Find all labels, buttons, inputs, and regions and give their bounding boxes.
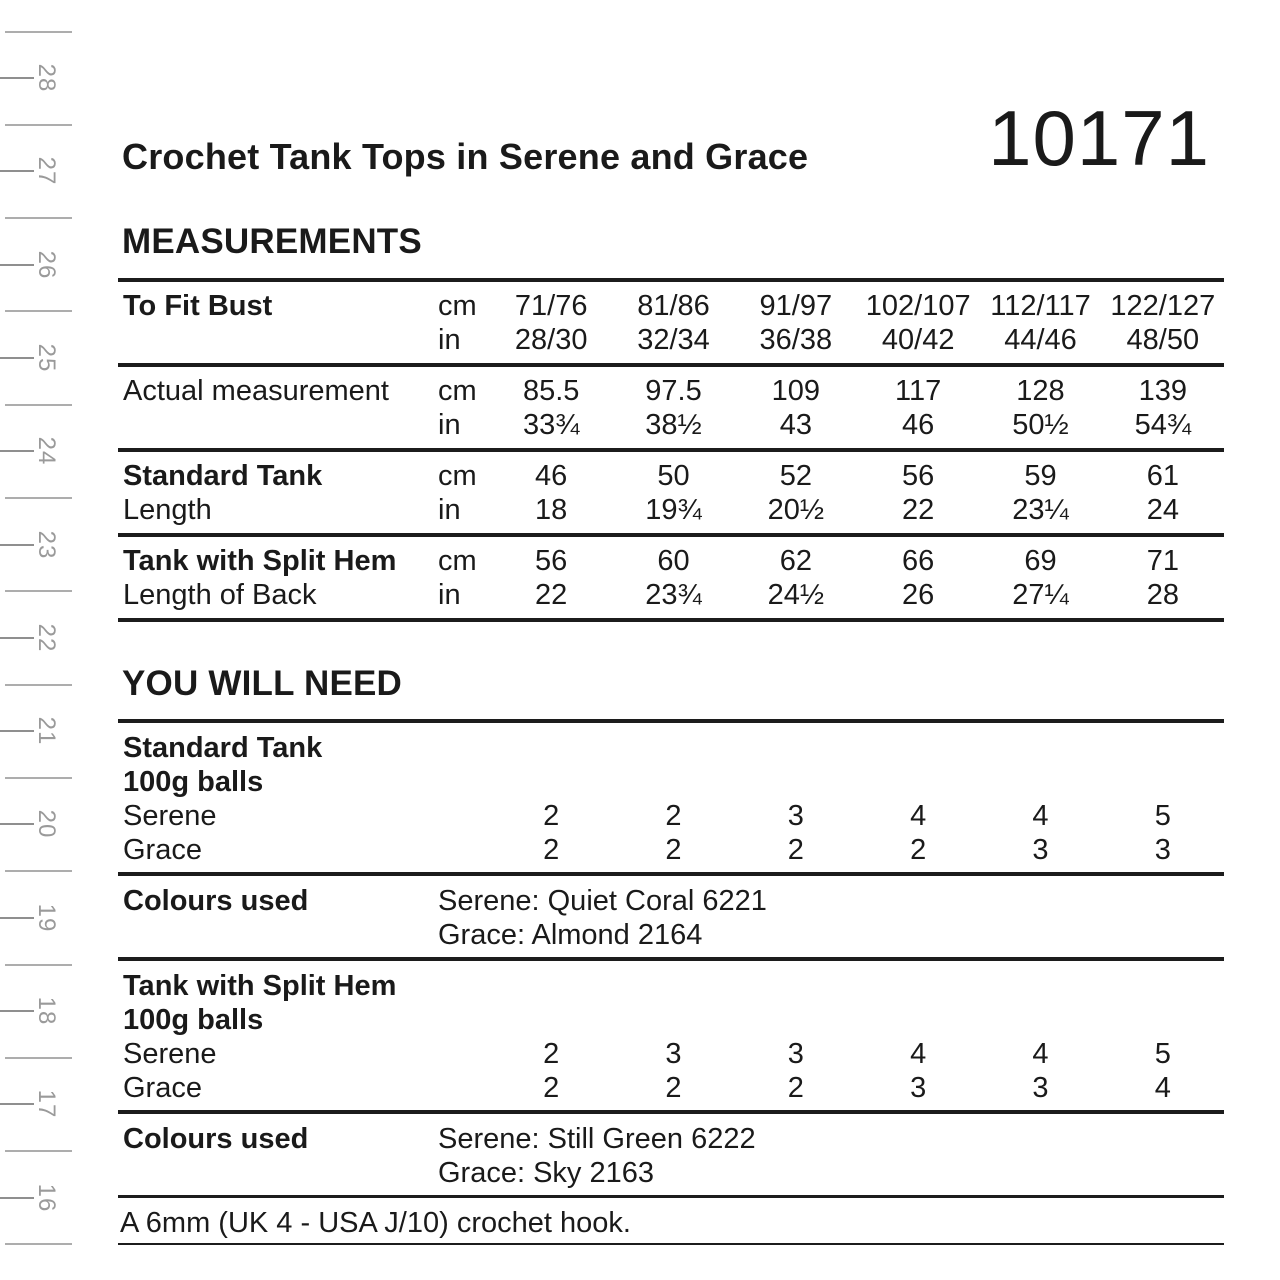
colours-used-block — [118, 876, 1224, 957]
size-value-cell — [735, 459, 857, 527]
unit-in: in — [438, 409, 461, 441]
size-value-cell — [857, 289, 979, 357]
ruler-tick-label: 25 — [33, 343, 60, 373]
yarn-ball-count: 4 — [910, 1038, 927, 1070]
row-label — [118, 459, 438, 527]
pattern-number: 10171 — [988, 94, 1210, 182]
ruler-major-tick — [0, 450, 34, 452]
value-cm: 102/107 — [865, 290, 971, 322]
ruler-tick-label: 26 — [33, 250, 60, 279]
colours-used-label: Colours used — [123, 885, 309, 917]
unit-cell — [438, 289, 490, 357]
value-cm: 71 — [1146, 545, 1179, 577]
yarn-ball-count: 2 — [543, 1038, 560, 1070]
unit-in: in — [438, 324, 461, 356]
size-value-cell — [1102, 374, 1224, 442]
value-in: 23¼ — [1012, 494, 1069, 526]
size-value-cell — [612, 374, 734, 442]
unit-cell — [438, 374, 490, 442]
value-cm: 81/86 — [637, 290, 710, 322]
ruler-major-tick — [0, 357, 34, 359]
value-cm: 52 — [779, 460, 812, 492]
value-in: 22 — [535, 579, 568, 611]
value-cm: 117 — [895, 375, 942, 407]
yarn-ball-count: 3 — [787, 800, 804, 832]
row-label-line2 — [123, 323, 438, 357]
value-cm: 50 — [657, 460, 690, 492]
ruler-tick-label: 27 — [33, 156, 60, 186]
colour-lines — [438, 884, 1224, 952]
size-value-cell — [979, 374, 1101, 442]
value-in: 54¾ — [1134, 409, 1192, 441]
yarn-ball-count: 3 — [1032, 834, 1049, 866]
value-in: 32/34 — [637, 324, 710, 356]
yarn-name: Serene — [123, 800, 217, 832]
yarn-ball-count: 2 — [665, 800, 682, 832]
row-label-line1: To Fit Bust — [123, 290, 273, 322]
ruler-major-tick — [0, 1197, 34, 1199]
value-cm: 66 — [902, 545, 935, 577]
unit-cm: cm — [438, 290, 477, 322]
value-cm: 85.5 — [522, 375, 580, 407]
value-cm: 112/117 — [990, 290, 1091, 322]
value-in: 28 — [1146, 579, 1179, 611]
ruler-tick-label: 22 — [33, 623, 60, 653]
colour-line: Grace: Almond 2164 — [438, 919, 703, 951]
yarn-ball-count: 2 — [665, 1072, 682, 1104]
yarn-ball-count: 4 — [910, 800, 927, 832]
yarn-unit-spacer — [438, 1071, 490, 1105]
ruler-major-tick — [0, 637, 34, 639]
unit-cm: cm — [438, 460, 477, 492]
content-column — [118, 222, 1224, 1245]
value-in: 46 — [902, 409, 935, 441]
value-cm: 109 — [771, 375, 821, 407]
value-cm: 71/76 — [514, 290, 588, 322]
size-value-cell — [857, 374, 979, 442]
ruler-major-tick — [0, 170, 34, 172]
ruler-minor-tick — [5, 124, 72, 126]
yarn-row — [118, 833, 1224, 867]
measurement-row — [118, 282, 1224, 363]
size-value-cell — [612, 459, 734, 527]
yarn-section — [118, 961, 1224, 1110]
ruler-minor-tick — [5, 217, 72, 219]
yarn-section-title: Tank with Split Hem — [123, 970, 397, 1002]
value-in: 22 — [902, 494, 935, 526]
size-value-cell — [612, 289, 734, 357]
unit-in: in — [438, 494, 461, 526]
ruler-major-tick — [0, 730, 34, 732]
value-in: 43 — [779, 409, 812, 441]
value-cm: 139 — [1138, 375, 1188, 407]
yarn-unit-spacer — [438, 799, 490, 833]
value-in: 38½ — [645, 409, 702, 441]
ruler-major-tick — [0, 1103, 34, 1105]
yarn-ball-count: 2 — [665, 834, 682, 866]
value-in: 20½ — [767, 494, 825, 526]
yarn-ball-count: 3 — [1032, 1072, 1049, 1104]
size-value-cell — [490, 544, 612, 612]
row-label-line2: Length of Back — [123, 579, 317, 611]
colours-used-block — [118, 1114, 1224, 1195]
yarn-name: Serene — [123, 1038, 217, 1070]
ruler-tick-label: 17 — [33, 1089, 60, 1119]
value-in: 40/42 — [881, 324, 955, 356]
colour-line: Grace: Sky 2163 — [438, 1157, 654, 1189]
you-will-need-sections — [118, 723, 1224, 1198]
yarn-name: Grace — [123, 1072, 202, 1104]
size-value-cell — [735, 289, 857, 357]
value-in: 24 — [1146, 494, 1179, 526]
size-value-cell — [857, 459, 979, 527]
ruler-minor-tick — [5, 684, 72, 686]
ruler-major-tick — [0, 544, 34, 546]
yarn-name: Grace — [123, 834, 202, 866]
yarn-section-subtitle: 100g balls — [123, 766, 264, 798]
table-rule — [118, 618, 1224, 622]
yarn-ball-count: 5 — [1154, 800, 1171, 832]
ruler-minor-tick — [5, 777, 72, 779]
ruler-major-tick — [0, 823, 34, 825]
value-cm: 69 — [1024, 545, 1057, 577]
yarn-ball-count: 4 — [1032, 800, 1049, 832]
yarn-ball-count: 3 — [1154, 834, 1171, 866]
measurement-row — [118, 367, 1224, 448]
row-label-line2 — [123, 408, 438, 442]
value-in: 50½ — [1012, 409, 1069, 441]
ruler-tick-label: 20 — [33, 810, 60, 839]
yarn-ball-count: 2 — [910, 834, 927, 866]
size-value-cell — [1102, 289, 1224, 357]
colours-used-label: Colours used — [123, 1123, 309, 1155]
bottom-rule — [118, 1243, 1224, 1245]
yarn-ball-count: 2 — [543, 800, 560, 832]
yarn-row — [118, 799, 1224, 833]
yarn-ball-count: 4 — [1032, 1038, 1049, 1070]
row-label — [118, 289, 438, 357]
size-value-cell — [612, 544, 734, 612]
yarn-section-title: Standard Tank — [123, 732, 323, 764]
ruler-minor-tick — [5, 1150, 72, 1152]
value-in: 18 — [535, 494, 568, 526]
size-value-cell — [735, 544, 857, 612]
ruler-minor-tick — [5, 870, 72, 872]
yarn-section — [118, 723, 1224, 872]
value-cm: 97.5 — [645, 375, 702, 407]
value-in: 24½ — [767, 579, 825, 611]
ruler-tick-label: 21 — [33, 716, 60, 746]
size-value-cell — [979, 289, 1101, 357]
yarn-ball-count: 2 — [787, 834, 804, 866]
size-value-cell — [735, 374, 857, 442]
ruler-tick-label: 16 — [33, 1183, 60, 1212]
ruler-minor-tick — [5, 590, 72, 592]
value-in: 48/50 — [1126, 324, 1200, 356]
size-value-cell — [490, 289, 612, 357]
value-in: 33¾ — [522, 409, 580, 441]
unit-in: in — [438, 579, 461, 611]
yarn-ball-count: 5 — [1154, 1038, 1171, 1070]
value-cm: 91/97 — [759, 290, 833, 322]
ruler-minor-tick — [5, 964, 72, 966]
row-label-line1: Actual measurement — [123, 375, 389, 407]
page-title: Crochet Tank Tops in Serene and Grace — [122, 136, 809, 177]
yarn-row — [118, 1071, 1224, 1105]
value-cm: 61 — [1146, 460, 1179, 492]
ruler-major-tick — [0, 917, 34, 919]
row-label-line2: Length — [123, 494, 212, 526]
unit-cell — [438, 459, 490, 527]
unit-cm: cm — [438, 545, 477, 577]
ruler-major-tick — [0, 1010, 34, 1012]
size-value-cell — [857, 544, 979, 612]
size-value-cell — [490, 459, 612, 527]
measurement-row — [118, 537, 1224, 618]
unit-cm: cm — [438, 375, 477, 407]
measurements-heading: MEASUREMENTS — [122, 222, 422, 261]
ruler-minor-tick — [5, 1243, 72, 1245]
value-cm: 60 — [657, 545, 690, 577]
colour-lines — [438, 1122, 1224, 1190]
ruler-minor-tick — [5, 497, 72, 499]
value-cm: 62 — [779, 545, 812, 577]
row-label — [118, 374, 438, 442]
measurements-table — [118, 278, 1224, 622]
value-in: 28/30 — [514, 324, 588, 356]
size-value-cell — [1102, 544, 1224, 612]
yarn-ball-count: 2 — [543, 834, 560, 866]
value-in: 19¾ — [645, 494, 702, 526]
value-cm: 122/127 — [1110, 290, 1216, 322]
ruler-minor-tick — [5, 310, 72, 312]
value-in: 26 — [902, 579, 935, 611]
yarn-ball-count: 3 — [787, 1038, 804, 1070]
ruler-tick-label: 23 — [33, 530, 60, 559]
yarn-ball-count: 2 — [787, 1072, 804, 1104]
size-value-cell — [1102, 459, 1224, 527]
ruler-tick-label: 18 — [33, 996, 60, 1026]
row-label — [118, 544, 438, 612]
colour-line: Serene: Still Green 6222 — [438, 1123, 756, 1155]
value-cm: 56 — [902, 460, 935, 492]
ruler-minor-tick — [5, 404, 72, 406]
size-value-cell — [490, 374, 612, 442]
value-cm: 59 — [1024, 460, 1057, 492]
you-will-need-heading: YOU WILL NEED — [122, 664, 403, 703]
value-cm: 46 — [535, 460, 568, 492]
ruler-minor-tick — [5, 31, 72, 33]
colour-line: Serene: Quiet Coral 6221 — [438, 885, 767, 917]
yarn-row — [118, 1037, 1224, 1071]
yarn-section-subtitle: 100g balls — [123, 1004, 264, 1036]
yarn-ball-count: 3 — [665, 1038, 682, 1070]
value-in: 27¼ — [1012, 579, 1069, 611]
yarn-ball-count: 4 — [1154, 1072, 1171, 1104]
row-label-line1: Tank with Split Hem — [123, 545, 397, 577]
ruler-major-tick — [0, 264, 34, 266]
value-in: 23¾ — [645, 579, 702, 611]
value-cm: 128 — [1016, 375, 1065, 407]
yarn-ball-count: 3 — [910, 1072, 927, 1104]
value-in: 36/38 — [759, 324, 833, 356]
size-value-cell — [979, 459, 1101, 527]
row-label-line1: Standard Tank — [123, 460, 323, 492]
value-in: 44/46 — [1004, 324, 1077, 356]
ruler-tick-label: 24 — [33, 436, 60, 466]
hook-note: A 6mm (UK 4 - USA J/10) crochet hook. — [120, 1207, 631, 1239]
value-cm: 56 — [535, 545, 568, 577]
yarn-unit-spacer — [438, 833, 490, 867]
ruler-minor-tick — [5, 1057, 72, 1059]
ruler-major-tick — [0, 77, 34, 79]
unit-cell — [438, 544, 490, 612]
measurement-row — [118, 452, 1224, 533]
size-value-cell — [979, 544, 1101, 612]
ruler-tick-label: 19 — [33, 903, 60, 933]
yarn-ball-count: 2 — [543, 1072, 560, 1104]
yarn-unit-spacer — [438, 1037, 490, 1071]
ruler-tick-label: 28 — [33, 63, 60, 93]
